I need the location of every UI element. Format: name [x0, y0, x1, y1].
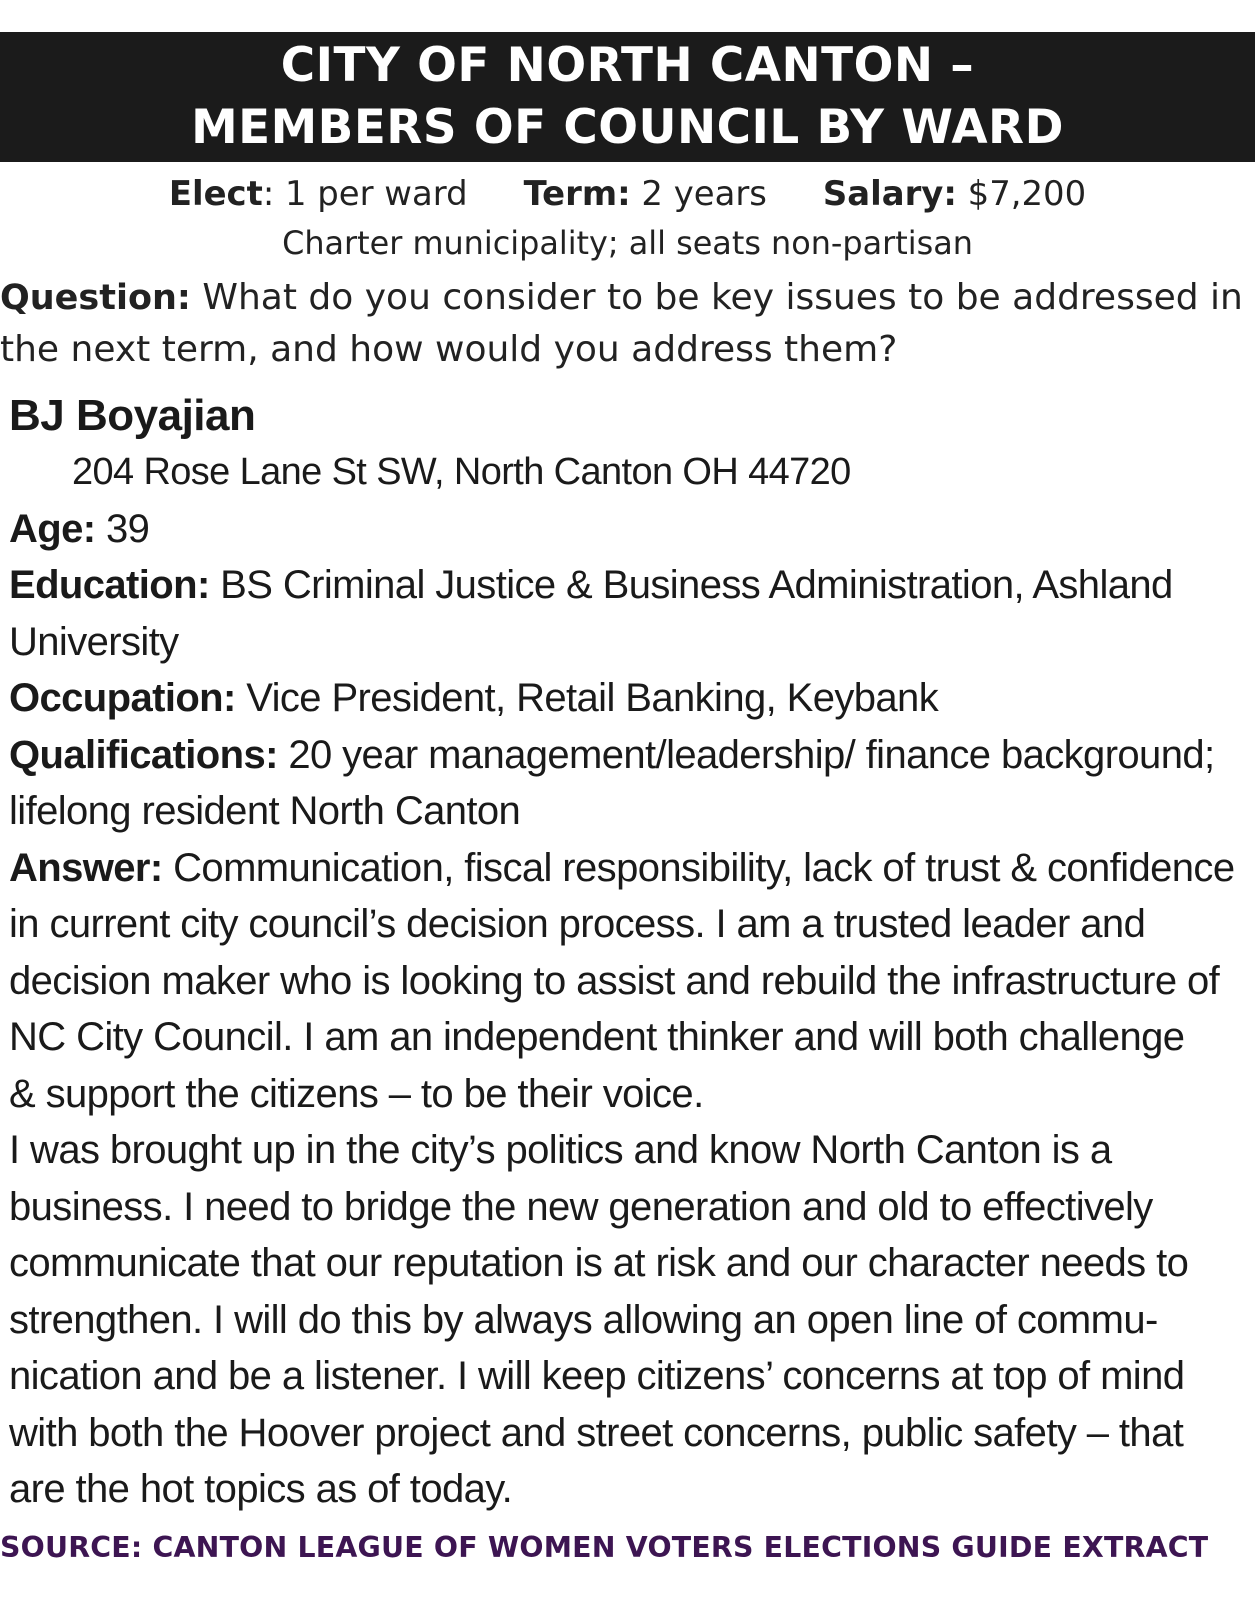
term-label: Term:	[523, 174, 631, 213]
qualifications-label: Qualifications:	[9, 732, 278, 777]
term-value: 2 years	[630, 174, 767, 213]
salary-label: Salary:	[822, 174, 957, 213]
answer-line: are the hot topics as of today.	[9, 1467, 513, 1511]
source-credit: SOURCE: CANTON LEAGUE OF WOMEN VOTERS ELECTIONS GUIDE EXTRACT	[0, 1531, 1209, 1564]
answer-line: decision maker who is looking to assist and rebuild the infrastructure of	[9, 958, 1220, 1003]
candidate-profile	[9, 388, 1249, 1518]
salary-value: $7,200	[956, 174, 1087, 213]
occupation-label: Occupation:	[9, 676, 236, 720]
occupation-value: Vice President, Retail Banking, Keybank	[235, 676, 939, 720]
race-note: Charter municipality; all seats non-partisan	[282, 224, 973, 262]
education-value: BS Criminal Justice & Business Administration, Ashland	[209, 563, 1173, 607]
qualifications-value: 20 year management/leadership/ finance background;	[277, 732, 1215, 777]
elect-value: : 1 per ward	[262, 174, 468, 213]
answer-line: nication and be a listener. I will keep citizens’ concerns at top of mind	[9, 1354, 1185, 1398]
answer-line: & support the citizens – to be their voice.	[9, 1071, 704, 1116]
education-continued: University	[9, 619, 179, 664]
answer-line: with both the Hoover project and street concerns, public safety – that	[9, 1410, 1184, 1455]
header-title-line2: MEMBERS OF COUNCIL BY WARD	[191, 101, 1064, 155]
question-block	[0, 272, 1255, 376]
age-value: 39	[95, 506, 150, 551]
question-label: Question:	[0, 278, 191, 318]
answer-line: business. I need to bridge the new generation and old to effectively	[9, 1184, 1153, 1229]
answer-line: in current city council’s decision process. I am a trusted leader and	[9, 902, 1146, 946]
answer-label: Answer:	[9, 845, 163, 890]
answer-line: I was brought up in the city’s politics and know North Canton is a	[9, 1128, 1112, 1172]
age-row	[9, 501, 1249, 558]
question-text: What do you consider to be key issues to be addressed in the next term, and how would you address them?	[0, 277, 1243, 370]
header-title-line1: CITY OF NORTH CANTON –	[280, 39, 975, 93]
occupation-row	[9, 670, 1249, 727]
age-label: Age:	[9, 506, 96, 551]
candidate-name: BJ Boyajian	[9, 391, 256, 440]
education-row	[9, 557, 1249, 614]
answer-line: Communication, fiscal responsibility, lack of trust & confidence	[162, 845, 1235, 890]
answer-line: NC City Council. I am an independent thinker and will both challenge	[9, 1015, 1185, 1059]
answer-row	[9, 840, 1249, 897]
candidate-address: 204 Rose Lane St SW, North Canton OH 44720	[72, 451, 851, 493]
elect-label: Elect	[168, 174, 263, 213]
education-label: Education:	[9, 563, 210, 607]
header-banner	[0, 32, 1255, 162]
qualifications-continued: lifelong resident North Canton	[9, 789, 521, 833]
answer-line: communicate that our reputation is at risk and our character needs to	[9, 1241, 1189, 1285]
qualifications-row	[9, 727, 1249, 784]
race-info	[0, 174, 1255, 213]
answer-line: strengthen. I will do this by always allowing an open line of commu-	[9, 1297, 1158, 1342]
